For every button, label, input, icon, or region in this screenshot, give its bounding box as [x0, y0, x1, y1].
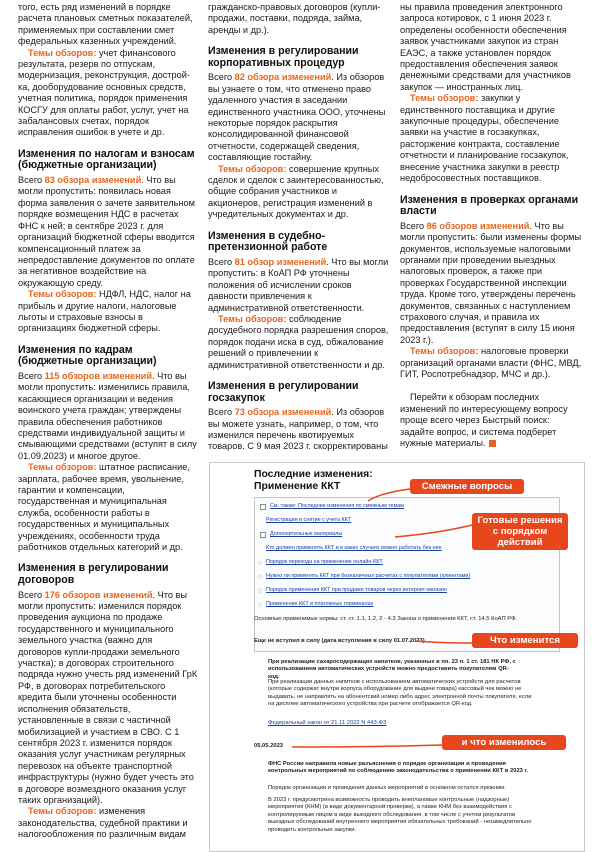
section-title: Изменения в регулировании корпоративных процедур	[208, 45, 359, 69]
link-related-topics[interactable]: См. также: Последние изменения по смежным темам	[270, 503, 404, 509]
link-cashless[interactable]: Нужно ли применять ККТ при безналичных расчетах с покупателями (клиентами)	[266, 573, 471, 579]
callout-will-change: Что изменится	[472, 633, 578, 648]
themes-text: налоговые проверки организаций органами власти (ФНС, МВД, ГИТ, Роспотребнадзор, МЧС и др.).	[400, 346, 582, 379]
paragraph: гражданско-правовых договоров (купли-продажи, поставки, подряда, займа, аренды и др.).	[208, 2, 381, 35]
paragraph-4: Порядок организации и проведения данных мероприятий в основном остался прежним.	[268, 785, 506, 791]
body-text: . Что вы могли пропустить: изменился порядок проведения аукциона по продаже государственного и муниципального земельного участка (важно для договоров купли-продажи земельного участка); в договорах строительного подряда нужно учесть ряд изменений ГрК РФ, в договорах потребительского кредита были уточнены особенности исполнения обязательств, установленные в связи с частичной мобилизацией и участием в СВО. С 1 сентября 2023 г. изменится порядок оказания услуг участникам регулярных перевозок на объекте транспортной инфраструктуры (нужно будет учесть это в договоре возмездного оказания услуг таких организаций).	[18, 589, 198, 805]
link-online-kkt[interactable]: Порядок перехода на применение онлайн-ККТ	[266, 559, 383, 565]
star-icon[interactable]: ☆	[257, 602, 264, 609]
column-1	[18, 2, 198, 841]
date-text: 05.05.2023	[254, 743, 284, 749]
themes-text: учет финансового результата, резерв по отпускам, модернизация, реконструкция, достройка, дооборудование основных средств, учетная политика, порядок применения КОСГУ для оплаты работ, услуг, учет на забалансовых счетах, порядок исправления ошибок в учете и др.	[18, 47, 190, 138]
body-text: . Что вы могли пропустить: были изменены формы документов, используемые налоговыми органами при проведении выездных налоговых проверок, а также при проверках Государственной инспекции труда. Кроме того, утверждены перечень документов, связанных с наступлением страхового случая, и правила их предоставления (вступят в силу 15 июня 2023 г.).	[400, 220, 582, 345]
section-body	[18, 175, 198, 289]
themes-paragraph	[18, 289, 198, 335]
prefix: Всего	[400, 220, 427, 231]
review-count-link[interactable]: 83 обзора изменений	[44, 175, 142, 186]
closing-text: Перейти к обзорам последних изменений по интересующему вопросу проще всего через Быстрый поиск: задайте вопрос, и система подберет нужные материалы.	[400, 392, 568, 448]
star-icon[interactable]: ☆	[257, 588, 264, 595]
paragraph-1: При реализации сахаросодержащих напитков, указанных в пп. 23 п. 1 ст. 181 НК РФ, с использованием автоматических устройств можно предоставить покупателям QR-код.	[268, 659, 516, 680]
paragraph: того, есть ряд изменений в порядке расчета плановых сметных показателей, применяемых при составлении смет федеральных казенных учреждений.	[18, 2, 193, 47]
arrow-changed	[292, 745, 442, 747]
themes-label: Темы обзоров:	[410, 93, 479, 104]
column-3	[400, 2, 582, 449]
themes-text: совершение крупных сделок и сделок с заинтересованностью, общие собрания участников и акционеров, регистрация изменений в учредительных документах и др.	[208, 163, 384, 220]
body-text: . Что вы могли пропустить: в КоАП РФ уточнены положения об исчислении сроков давности привлечения к административной ответственности.	[208, 256, 389, 313]
norms-text: Основные применимые нормы: ст. ст. 1.1, 1.2, 2 - 4.3 Закона о применении ККТ, ст. 14.5 КоАП РФ.	[254, 616, 518, 622]
themes-text: штатное расписание, зарплата, рабочее время, увольнение, гарантии и компенсации, государственная и муниципальная служба, особенности работы в государственных и муниципальных учреждениях, особенности труда работников отдельных категорий и др.	[18, 462, 190, 553]
callout-arrows	[210, 463, 585, 852]
themes-text: закупки у единственного поставщика и другие закупочные процедуры, обеспечение заявки на участие в госзакупках, расторжение контракта, составление отчетности и планирование госзакупок, внесение участника закупки в реестр недобросовестных поставщиков.	[400, 93, 569, 184]
themes-label: Темы обзоров:	[218, 163, 287, 174]
link-internet-shop[interactable]: Порядок применения ККТ при продаже товаров через интернет-магазин	[266, 587, 447, 593]
arrow-solutions	[395, 525, 472, 537]
section-body	[18, 590, 198, 807]
body-text: . Из обзоров вы узнаете о том, что отменено право удаленного участия в заседании единственного участника ООО, уточнены некоторые порядок раскрытия консолидированной финансовой отчетности, содержащей сведения, составляющие гостайну.	[208, 72, 386, 163]
column-2	[208, 2, 390, 453]
themes-paragraph	[208, 314, 390, 371]
prefix: Всего	[208, 256, 235, 267]
federal-law-link[interactable]: Федеральный закон от 21.11.2022 N 443-ФЗ	[268, 720, 387, 726]
closing-paragraph	[400, 392, 582, 449]
review-count-link[interactable]: 82 обзора изменений	[234, 72, 332, 83]
callout-solutions: Готовые решения с порядком действий	[472, 513, 568, 550]
themes-paragraph	[400, 346, 582, 380]
paragraph: ны правила проведения электронного запроса котировок, с 1 июня 2023 г. определены особенности обеспечения заявок участниками закупок из стран ЕАЭС, а также установлен порядок предоставления обеспечения заявок денежными средствами для участников закупок — иностранных лиц.	[400, 2, 571, 92]
section-title: Изменения в регулировании госзакупок	[208, 379, 359, 404]
embedded-screenshot	[209, 462, 585, 852]
title-line-2: Применение ККТ	[254, 481, 341, 492]
themes-paragraph	[18, 48, 198, 139]
arrow-will-change	[415, 641, 472, 643]
themes-text: соблюдение досудебного порядка разрешения споров, порядок подачи иска в суд, обжалование решений о привлечении к административной ответственности и др.	[208, 313, 389, 370]
themes-paragraph	[400, 93, 582, 184]
star-icon[interactable]: ☆	[257, 560, 264, 567]
themes-label: Темы обзоров:	[28, 47, 97, 58]
themes-label: Темы обзоров:	[28, 806, 97, 817]
link-terminals[interactable]: Применение ККТ в платежных терминалах	[266, 601, 374, 607]
section-title: Изменения по налогам и взносам (бюджетные организации)	[18, 147, 195, 172]
themes-label: Темы обзоров:	[218, 313, 287, 324]
link-who-applies[interactable]: Кто должен применять ККТ и в каких случаях можно работать без нее	[266, 545, 442, 551]
section-title: Изменения по кадрам (бюджетные организации)	[18, 343, 157, 368]
review-count-link[interactable]: 73 обзора изменений	[234, 407, 332, 418]
link-additional-materials[interactable]: Дополнительные материалы	[270, 531, 343, 537]
themes-label: Темы обзоров:	[28, 462, 97, 473]
section-body	[400, 221, 582, 346]
body-text: . Из обзоров вы можете узнать, например, о том, что изменился перечень квотируемых товаров. С 9 мая 2023 г. скорректированы	[208, 407, 388, 452]
section-title: Изменения в регулировании договоров	[18, 562, 169, 587]
body-text: . Что вы могли пропустить: появилась новая форма заявления о зачете заявительном порядке возмещения НДС в расчетах ФНС к ней; в сентябре 2023 г. для организаций бюджетной сферы вводится компенсационный платеж за непредоставление документов по оплате за негативное воздействие на окружающую среду.	[18, 175, 195, 288]
title-line-1: Последние изменения:	[254, 469, 373, 480]
review-count-link[interactable]: 81 обзор изменений	[234, 256, 327, 267]
end-mark-icon	[489, 440, 496, 447]
prefix: Всего	[18, 589, 45, 600]
link-registration[interactable]: Регистрация и снятие с учета ККТ	[266, 517, 352, 523]
body-text: . Что вы могли пропустить: изменились правила, касающиеся организации и ведения воинского учета граждан; утверждены правила обеспечения работников средствами индивидуальной защиты и смывающими средствами (вступят в силу 01.09.2023) и многое другое.	[18, 370, 197, 461]
prefix: Всего	[208, 72, 235, 83]
themes-paragraph	[18, 806, 198, 840]
review-count-link[interactable]: 86 обзоров изменений	[426, 220, 530, 231]
section-title: Изменения в судебно-претензионной работе	[208, 229, 328, 254]
section-body	[208, 257, 390, 314]
review-count-link[interactable]: 176 обзоров изменений	[44, 589, 153, 600]
paragraph-2: При реализации данных напитков с использованием автоматических устройств для расчетов (которые содержат внутри корпуса оборудование для выдачи товара) кассовый чек можно не выдавать, не направлять на абонентский номер либо адрес электронной почты покупателя, если на дисплее автоматического устройства при расчете отображается QR-код.	[268, 679, 532, 708]
prefix: Всего	[208, 407, 235, 418]
paragraph-3: ФНС России направила новые разъяснения о порядке организации и проведения контрольных мероприятий по соблюдению законодательства о применении ККТ в 2023 г.	[268, 761, 528, 775]
review-count-link[interactable]: 115 обзоров изменений	[44, 370, 152, 381]
section-body	[208, 72, 390, 163]
section-body	[208, 407, 390, 453]
section-body	[18, 371, 198, 462]
paragraph-5: В 2023 г. предусмотрена возможность проводить внеплановые контрольные (надзорные) мероприятия (КНМ) (в виде документарной проверки), а также КНМ без взаимодействия с контролируемым лицом в виде выездного обследования, в том числе с учетом результатов выездных обследований внутреннего мероприятия обязательных требований - незамедлительно проводить контрольные закупки.	[268, 797, 532, 833]
callout-changed: и что изменилось	[442, 735, 566, 750]
callout-related: Смежные вопросы	[410, 479, 524, 494]
prefix: Всего	[18, 370, 45, 381]
section-title: Изменения в проверках органами власти	[400, 193, 579, 218]
prefix: Всего	[18, 175, 45, 186]
themes-paragraph	[18, 462, 198, 553]
star-icon[interactable]: ☆	[257, 574, 264, 581]
themes-paragraph	[208, 164, 390, 221]
themes-text: НДФЛ, НДС, налог на прибыль и другие налоги, налоговые льготы и страховые взносы в организациях бюджетной сферы.	[18, 289, 191, 334]
themes-text: изменения законодательства, судебной практики и налогообложения по различным видам	[18, 806, 188, 840]
not-in-force-text: Еще не вступил в силу (дата вступления в силу 01.07.2023)	[254, 638, 425, 644]
arrow-related	[368, 489, 410, 501]
themes-label: Темы обзоров:	[410, 346, 479, 357]
themes-label: Темы обзоров:	[28, 289, 97, 300]
